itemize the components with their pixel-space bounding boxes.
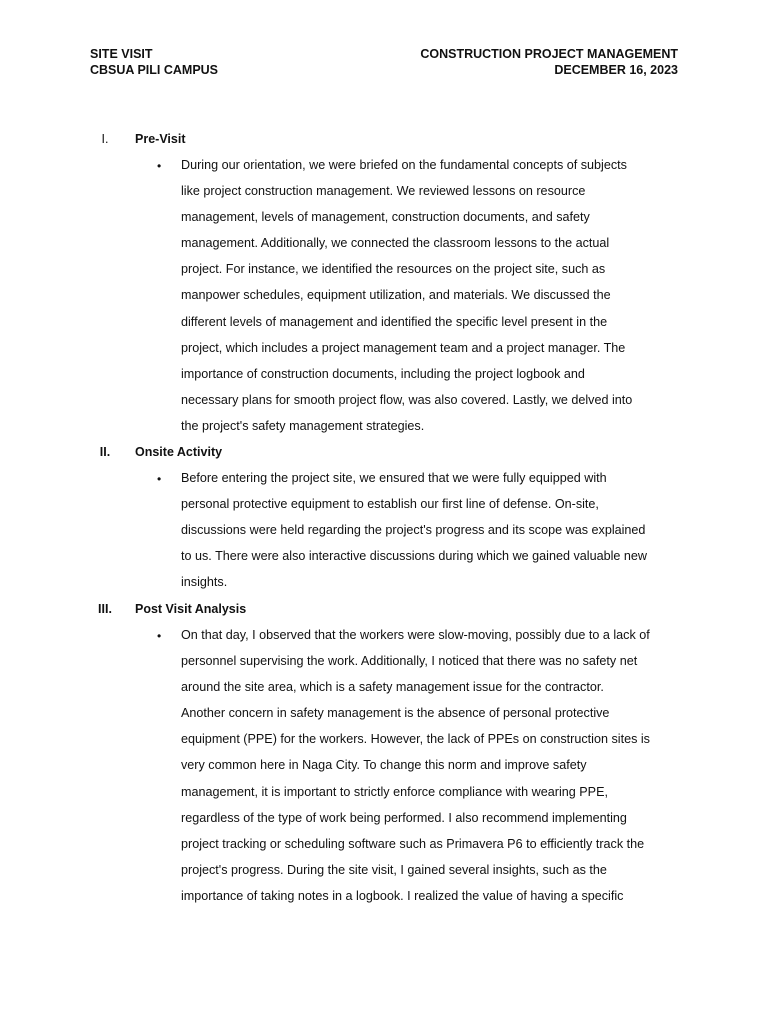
paragraph-line: different levels of management and identified the specific level present in the [181, 314, 608, 329]
paragraph-line: management, it is important to strictly enforce compliance with wearing PPE, [181, 784, 608, 799]
paragraph-line: insights. [181, 575, 228, 590]
paragraph-line: regardless of the type of work being performed. I also recommend implementing [181, 810, 627, 825]
section-numeral: II. [99, 445, 111, 459]
section-paragraph [181, 152, 678, 439]
section-title: Onsite Activity [135, 445, 223, 459]
paragraph-line: management. Additionally, we connected the classroom lessons to the actual [181, 236, 610, 251]
header-campus: CBSUA PILI CAMPUS [90, 63, 219, 77]
paragraph-line: project, which includes a project management team and a project manager. The [181, 340, 626, 355]
header-left [90, 46, 218, 78]
section-paragraph [181, 622, 678, 909]
section-title: Pre-Visit [135, 132, 186, 146]
section-paragraph [181, 465, 678, 595]
paragraph-line: the project's safety management strategies. [181, 418, 425, 433]
paragraph-line: management, levels of management, construction documents, and safety [181, 210, 590, 225]
paragraph-line: equipment (PPE) for the workers. However, the lack of PPEs on construction sites is [181, 732, 650, 747]
header-right [420, 46, 678, 78]
paragraph-line: around the site area, which is a safety management issue for the contractor. [181, 680, 604, 695]
paragraph-line: discussions were held regarding the project's progress and its scope was explained [181, 523, 646, 538]
paragraph-line: project tracking or scheduling software such as Primavera P6 to efficiently track the [181, 836, 645, 851]
section-numeral: III. [98, 602, 112, 616]
section-title: Post Visit Analysis [135, 602, 247, 616]
paragraph-line: importance of construction documents, including the project logbook and [181, 366, 585, 381]
paragraph-line: like project construction management. We reviewed lessons on resource [181, 184, 586, 199]
bullet-icon: • [157, 629, 162, 643]
header-site-visit: SITE VISIT [90, 47, 153, 61]
paragraph-line: Before entering the project site, we ensured that we were fully equipped with [181, 471, 607, 485]
paragraph-line: project. For instance, we identified the resources on the project site, such as [181, 262, 606, 277]
section-numeral: I. [101, 132, 109, 146]
header-course: CONSTRUCTION PROJECT MANAGEMENT [420, 47, 678, 61]
paragraph-line: necessary plans for smooth project flow, was also covered. Lastly, we delved into [181, 392, 633, 407]
paragraph-line: to us. There were also interactive discussions during which we gained valuable new [181, 549, 647, 564]
paragraph-line: project's progress. During the site visit, I gained several insights, such as the [181, 862, 607, 877]
paragraph-line: During our orientation, we were briefed on the fundamental concepts of subjects [181, 158, 627, 172]
paragraph-line: manpower schedules, equipment utilization, and materials. We discussed the [181, 288, 611, 303]
paragraph-line: personal protective equipment to establish our first line of defense. On-site, [181, 497, 599, 512]
bullet-icon: • [157, 472, 162, 486]
paragraph-line: Another concern in safety management is the absence of personal protective [181, 706, 610, 721]
paragraph-line: On that day, I observed that the workers were slow-moving, possibly due to a lack of [181, 628, 650, 642]
header-date: DECEMBER 16, 2023 [554, 63, 678, 77]
paragraph-line: personnel supervising the work. Additionally, I noticed that there was no safety net [181, 654, 638, 669]
paragraph-line: very common here in Naga City. To change this norm and improve safety [181, 758, 587, 773]
bullet-icon: • [157, 159, 162, 173]
paragraph-line: importance of taking notes in a logbook. I realized the value of having a specific [181, 888, 624, 903]
